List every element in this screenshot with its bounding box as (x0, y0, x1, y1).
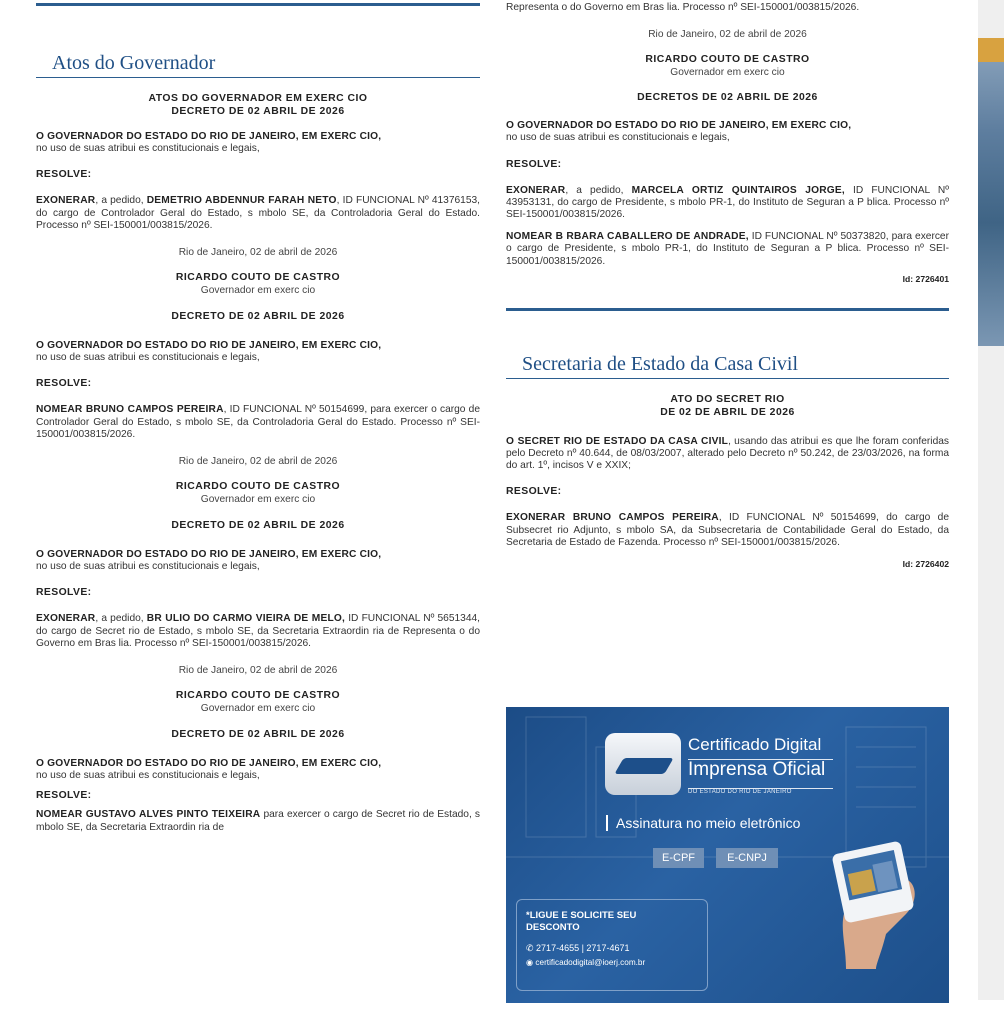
right-edge-image (978, 38, 1004, 346)
decree-act: EXONERAR, a pedido, DEMETRIO ABDENNUR FARAH NETO, ID FUNCIONAL Nº 41376153, do cargo de Controlador Geral do Estado, s mbolo SE, da Controladoria Geral do Estado. Processo nº SEI-150001/003815/2026. (36, 195, 480, 231)
top-rule (36, 3, 480, 6)
resolve-label: RESOLVE: (36, 169, 92, 181)
tag-ecnpj: E-CNPJ (716, 848, 778, 868)
secretary-preamble: O SECRET RIO DE ESTADO DA CASA CIVIL, usando das atribui es que lhe foram conferidas pelo Decreto nº 40.644, de 08/03/2007, alterado pelo Decreto nº 50.242, de 23/03/2026, na forma do art. 1º, incisos V e XXIX; (506, 435, 949, 472)
signature-name: RICARDO COUTO DE CASTRO (175, 690, 341, 702)
signature-role: Governador em exerc cio (200, 494, 316, 506)
section-rule (36, 77, 480, 78)
decree-block (36, 131, 480, 323)
left-column (36, 0, 480, 834)
ato-header-line2: DE 02 DE ABRIL DE 2026 (660, 406, 795, 418)
document-id: Id: 2726402 (902, 559, 949, 570)
banner-title2: Imprensa Oficial (688, 759, 826, 780)
decree-title: DECRETO DE 02 ABRIL DE 2026 (171, 729, 345, 741)
signature-role: Governador em exerc cio (200, 703, 316, 715)
hand-card-icon (806, 839, 926, 969)
section-rule (506, 378, 949, 379)
signature-name: RICARDO COUTO DE CASTRO (175, 272, 341, 284)
tag-ecpf: E-CPF (653, 848, 704, 868)
email-line: ◉ certificadodigital@ioerj.com.br (526, 958, 646, 967)
signature-role: Governador em exerc cio (200, 285, 316, 297)
decree-act: EXONERAR, a pedido, BR ULIO DO CARMO VIEIRA DE MELO, ID FUNCIONAL Nº 5651344, do cargo de Secret rio de Estado, s mbolo SE, da Secretaria Extraordin ria de Representa o do Governo em Bras lia. Processo nº SEI-150001/003815/2026. (36, 613, 480, 649)
signature-role: Governador em exerc cio (670, 67, 785, 79)
signature-name: RICARDO COUTO DE CASTRO (175, 481, 341, 493)
decree-title: DECRETO DE 02 ABRIL DE 2026 (171, 311, 345, 323)
decree-act: NOMEAR GUSTAVO ALVES PINTO TEIXEIRA para exercer o cargo de Secret rio de Estado, s mbolo SE, da Secretaria Extraordin ria de (36, 809, 481, 833)
decree-act: EXONERAR BRUNO CAMPOS PEREIRA, ID FUNCIONAL Nº 50154699, do cargo de Subsecret rio Adjunto, s mbolo SA, da Subsecretaria de Contabilidade Geral do Estado, da Secretaria de Estado de Fazenda. Processo nº SEI-150001/003815/2026. (506, 512, 949, 548)
place-date: Rio de Janeiro, 02 de abril de 2026 (178, 665, 338, 677)
cta-text: *LIGUE E SOLICITE SEU DESCONTO (526, 910, 637, 933)
phone-line: ✆ 2717-4655 | 2717-4671 (526, 943, 630, 953)
banner-tagline: Assinatura no meio eletrônico (606, 815, 800, 831)
certificate-logo-icon (605, 733, 681, 795)
continued-text: Representa o do Governo em Bras lia. Processo nº SEI-150001/003815/2026. (506, 2, 860, 13)
decree-act: NOMEAR B RBARA CABALLERO DE ANDRADE, ID FUNCIONAL Nº 50373820, para exercer o cargo de Presidente, s mbolo PR-1, do Instituto de Seguran a P blica. Processo nº SEI-150001/003815/2026. (506, 231, 949, 267)
document-id: Id: 2726401 (902, 273, 949, 284)
right-edge-accent (978, 38, 1004, 62)
decree-preamble: O GOVERNADOR DO ESTADO DO RIO DE JANEIRO, EM EXERC CIO, no uso de suas atribui es constitucionais e legais, (36, 131, 382, 155)
section-divider (506, 308, 949, 311)
banner-title1: Certificado Digital (688, 735, 822, 754)
decree-block (36, 549, 480, 741)
banner-title3: DO ESTADO DO RIO DE JANEIRO (688, 789, 792, 795)
atos-header-line2: DECRETO DE 02 ABRIL DE 2026 (171, 106, 345, 117)
resolve-label: RESOLVE: (506, 486, 562, 498)
decree-block (36, 758, 480, 834)
section-title-atos: Atos do Governador (52, 52, 216, 74)
signature-name: RICARDO COUTO DE CASTRO (645, 54, 810, 66)
decree-act: EXONERAR, a pedido, MARCELA ORTIZ QUINTAIROS JORGE, ID FUNCIONAL Nº 43953131, do cargo de Presidente, s mbolo PR-1, do Instituto de Seguran a P blica. Processo nº SEI-150001/003815/2026. (506, 184, 949, 221)
place-date: Rio de Janeiro, 02 de abril de 2026 (178, 247, 338, 259)
decree-block (36, 340, 480, 532)
place-date: Rio de Janeiro, 02 de abril de 2026 (178, 456, 338, 468)
decree-preamble: O GOVERNADOR DO ESTADO DO RIO DE JANEIRO, EM EXERC CIO, no uso de suas atribui es constitucionais e legais, (506, 120, 852, 144)
place-date: Rio de Janeiro, 02 de abril de 2026 (648, 29, 807, 41)
decree-preamble: O GOVERNADOR DO ESTADO DO RIO DE JANEIRO, EM EXERC CIO, no uso de suas atribui es constitucionais e legais, (36, 758, 382, 782)
resolve-label: RESOLVE: (36, 790, 92, 802)
atos-header-line1: ATOS DO GOVERNADOR EM EXERC CIO (148, 93, 368, 104)
globe-icon: ◉ (526, 958, 536, 967)
right-column (506, 0, 949, 569)
decree-preamble: O GOVERNADOR DO ESTADO DO RIO DE JANEIRO, EM EXERC CIO, no uso de suas atribui es constitucionais e legais, (36, 549, 382, 573)
decrees-title: DECRETOS DE 02 ABRIL DE 2026 (637, 92, 818, 104)
section-title-casa-civil: Secretaria de Estado da Casa Civil (522, 352, 799, 375)
decree-preamble: O GOVERNADOR DO ESTADO DO RIO DE JANEIRO, EM EXERC CIO, no uso de suas atribui es constitucionais e legais, (36, 340, 382, 364)
resolve-label: RESOLVE: (36, 587, 92, 599)
resolve-label: RESOLVE: (36, 378, 92, 390)
resolve-label: RESOLVE: (506, 158, 562, 170)
ato-header-line1: ATO DO SECRET RIO (670, 393, 785, 405)
phone-icon: ✆ (526, 943, 537, 953)
decree-act: NOMEAR BRUNO CAMPOS PEREIRA, ID FUNCIONAL Nº 50154699, para exercer o cargo de Controlador Geral do Estado, s mbolo SE, da Controladoria Geral do Estado. Processo nº SEI-150001/003815/2026. (36, 404, 480, 440)
decree-title: DECRETO DE 02 ABRIL DE 2026 (171, 520, 345, 532)
certificate-banner[interactable] (506, 707, 949, 1003)
